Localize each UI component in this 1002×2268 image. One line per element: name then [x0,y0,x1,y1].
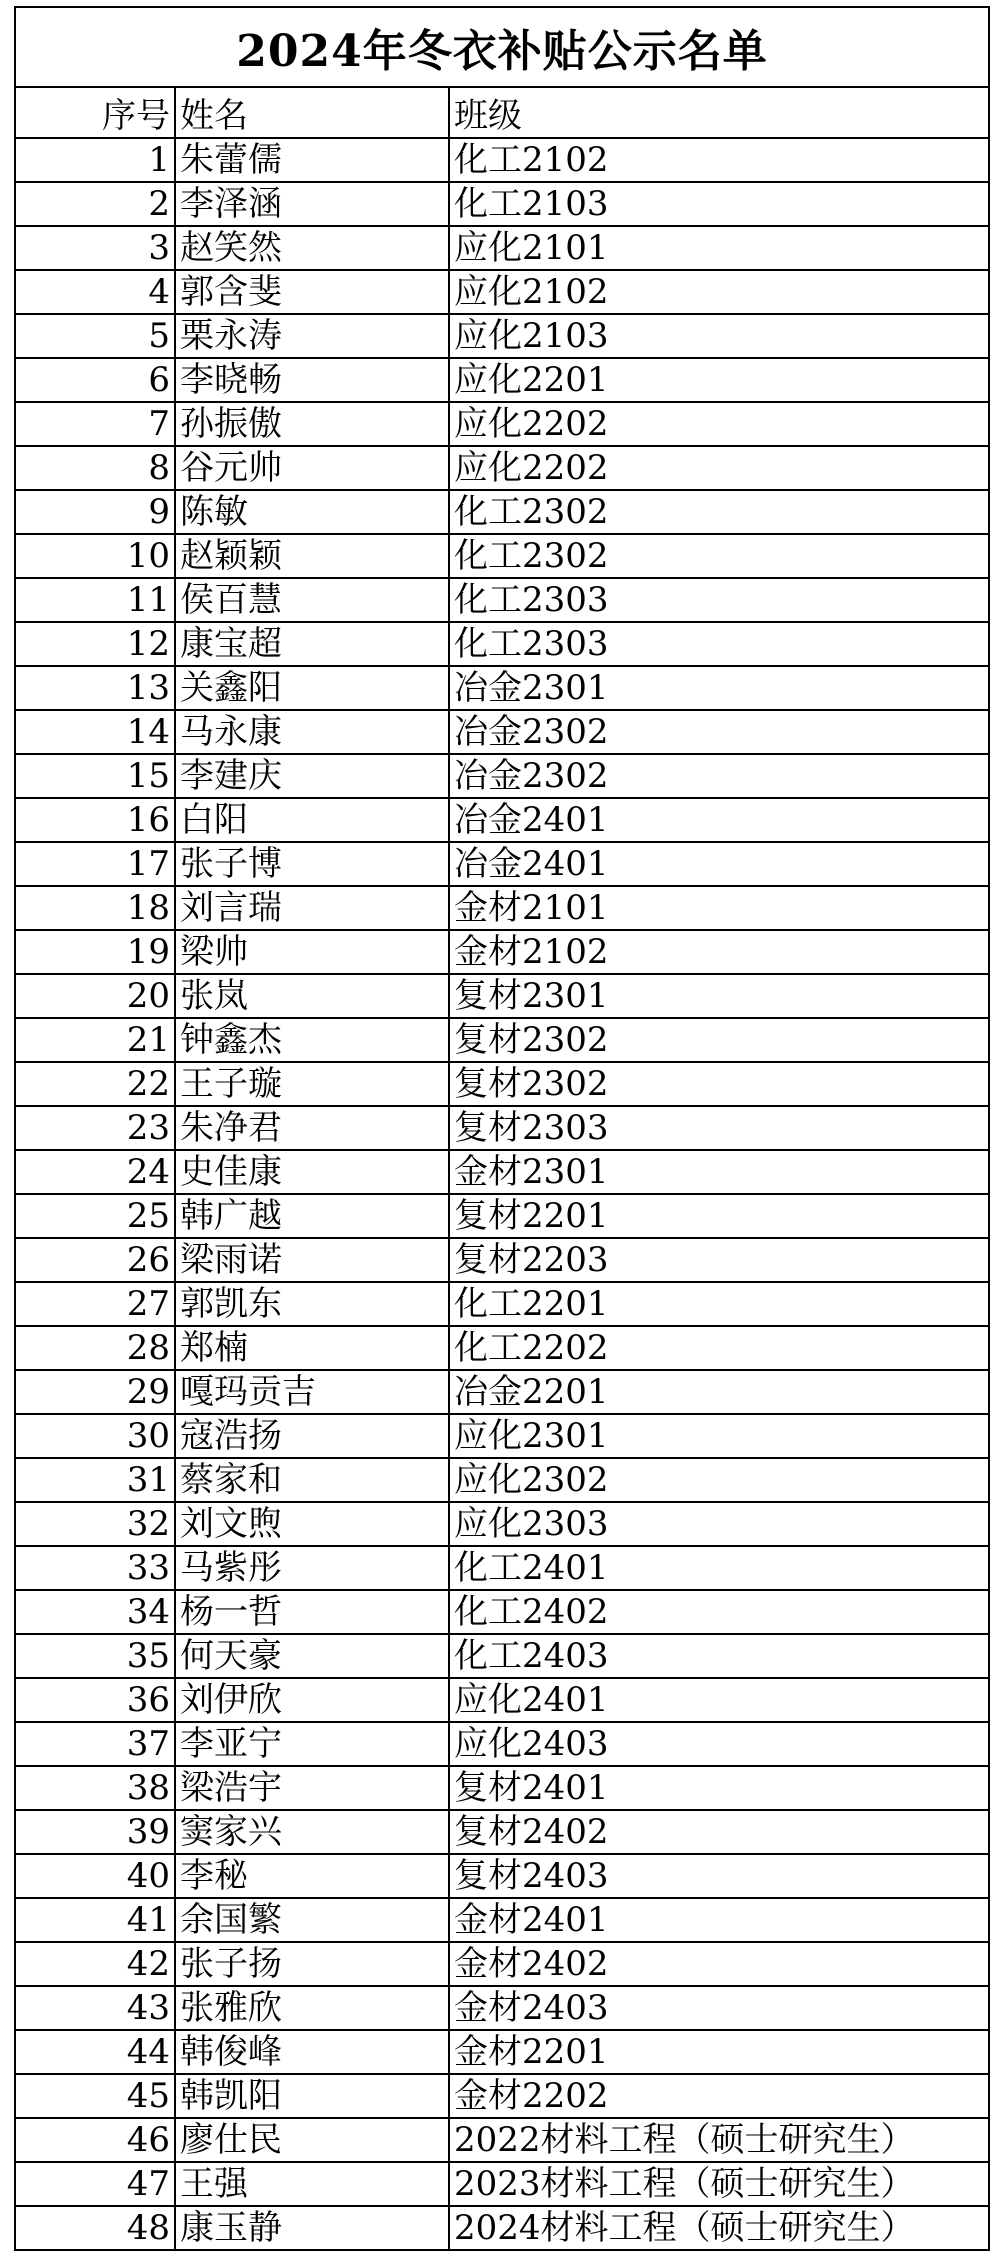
row-number: 36 [15,1678,175,1722]
row-number: 44 [15,2030,175,2074]
row-number: 10 [15,534,175,578]
row-number: 45 [15,2074,175,2118]
student-name: 李建庆 [175,754,449,798]
student-name: 孙振傲 [175,402,449,446]
row-number: 46 [15,2118,175,2162]
table-row [15,1546,989,1590]
row-number: 24 [15,1150,175,1194]
class-name: 冶金2301 [449,666,989,710]
student-name: 马永康 [175,710,449,754]
row-number: 19 [15,930,175,974]
class-name: 金材2102 [449,930,989,974]
table-row [15,578,989,622]
table-row [15,1810,989,1854]
class-name: 复材2401 [449,1766,989,1810]
class-name: 应化2101 [449,226,989,270]
header-class: 班级 [449,87,989,138]
table-row [15,490,989,534]
student-name: 韩广越 [175,1194,449,1238]
row-number: 11 [15,578,175,622]
student-name: 王强 [175,2162,449,2206]
student-name: 梁浩宇 [175,1766,449,1810]
row-number: 9 [15,490,175,534]
table-row [15,138,989,182]
table-row [15,754,989,798]
class-name: 金材2101 [449,886,989,930]
class-name: 化工2201 [449,1282,989,1326]
student-name: 郭凯东 [175,1282,449,1326]
table-row [15,314,989,358]
student-name: 寇浩扬 [175,1414,449,1458]
student-name: 何天豪 [175,1634,449,1678]
row-number: 4 [15,270,175,314]
table-row [15,1502,989,1546]
student-name: 马紫彤 [175,1546,449,1590]
class-name: 金材2403 [449,1986,989,2030]
class-name: 复材2302 [449,1062,989,1106]
table-row [15,534,989,578]
class-name: 金材2202 [449,2074,989,2118]
student-name: 廖仕民 [175,2118,449,2162]
student-name: 钟鑫杰 [175,1018,449,1062]
table-row [15,1326,989,1370]
table-row [15,1194,989,1238]
student-name: 李秘 [175,1854,449,1898]
class-name: 复材2303 [449,1106,989,1150]
class-name: 复材2402 [449,1810,989,1854]
student-name: 谷元帅 [175,446,449,490]
class-name: 化工2402 [449,1590,989,1634]
row-number: 41 [15,1898,175,1942]
row-number: 20 [15,974,175,1018]
row-number: 3 [15,226,175,270]
student-name: 张子博 [175,842,449,886]
row-number: 6 [15,358,175,402]
table-body [15,138,989,2250]
class-name: 化工2303 [449,622,989,666]
row-number: 47 [15,2162,175,2206]
table-row [15,1106,989,1150]
student-name: 关鑫阳 [175,666,449,710]
table-row [15,2206,989,2250]
class-name: 冶金2401 [449,842,989,886]
subsidy-list-sheet [14,6,988,2251]
row-number: 13 [15,666,175,710]
class-name: 金材2402 [449,1942,989,1986]
class-name: 化工2102 [449,138,989,182]
header-row [15,87,989,138]
table-row [15,842,989,886]
table-row [15,1238,989,1282]
table-row [15,930,989,974]
row-number: 22 [15,1062,175,1106]
row-number: 25 [15,1194,175,1238]
class-name: 金材2401 [449,1898,989,1942]
class-name: 冶金2302 [449,710,989,754]
table-row [15,1942,989,1986]
class-name: 应化2201 [449,358,989,402]
table-row [15,1370,989,1414]
class-name: 2022材料工程（硕士研究生） [449,2118,989,2162]
student-name: 刘伊欣 [175,1678,449,1722]
row-number: 30 [15,1414,175,1458]
table-row [15,1018,989,1062]
class-name: 金材2201 [449,2030,989,2074]
class-name: 化工2303 [449,578,989,622]
student-name: 刘言瑞 [175,886,449,930]
class-name: 2024材料工程（硕士研究生） [449,2206,989,2250]
class-name: 应化2202 [449,446,989,490]
student-name: 李晓畅 [175,358,449,402]
student-name: 栗永涛 [175,314,449,358]
student-name: 李亚宁 [175,1722,449,1766]
student-name: 梁帅 [175,930,449,974]
table-row [15,710,989,754]
student-name: 梁雨诺 [175,1238,449,1282]
row-number: 5 [15,314,175,358]
row-number: 43 [15,1986,175,2030]
title-row [15,7,989,87]
table-row [15,1590,989,1634]
class-name: 复材2301 [449,974,989,1018]
class-name: 复材2203 [449,1238,989,1282]
student-name: 余国繁 [175,1898,449,1942]
class-name: 复材2302 [449,1018,989,1062]
student-name: 郑楠 [175,1326,449,1370]
class-name: 化工2103 [449,182,989,226]
row-number: 12 [15,622,175,666]
student-name: 赵颖颖 [175,534,449,578]
class-name: 应化2302 [449,1458,989,1502]
class-name: 化工2302 [449,490,989,534]
student-name: 韩俊峰 [175,2030,449,2074]
class-name: 化工2202 [449,1326,989,1370]
table-row [15,1854,989,1898]
row-number: 37 [15,1722,175,1766]
table-row [15,886,989,930]
student-name: 蔡家和 [175,1458,449,1502]
row-number: 38 [15,1766,175,1810]
table-row [15,226,989,270]
table-row [15,974,989,1018]
class-name: 化工2403 [449,1634,989,1678]
table-row [15,1282,989,1326]
class-name: 复材2201 [449,1194,989,1238]
row-number: 39 [15,1810,175,1854]
row-number: 26 [15,1238,175,1282]
row-number: 28 [15,1326,175,1370]
student-name: 杨一哲 [175,1590,449,1634]
header-name: 姓名 [175,87,449,138]
row-number: 21 [15,1018,175,1062]
table-row [15,1898,989,1942]
page-title: 2024年冬衣补贴公示名单 [15,7,989,87]
table-row [15,2030,989,2074]
table-row [15,1722,989,1766]
student-name: 窦家兴 [175,1810,449,1854]
row-number: 14 [15,710,175,754]
class-name: 化工2401 [449,1546,989,1590]
class-name: 2023材料工程（硕士研究生） [449,2162,989,2206]
row-number: 32 [15,1502,175,1546]
row-number: 2 [15,182,175,226]
student-name: 赵笑然 [175,226,449,270]
class-name: 金材2301 [449,1150,989,1194]
table-row [15,622,989,666]
class-name: 应化2202 [449,402,989,446]
class-name: 应化2403 [449,1722,989,1766]
row-number: 27 [15,1282,175,1326]
student-name: 张雅欣 [175,1986,449,2030]
table-row [15,182,989,226]
table-row [15,1458,989,1502]
table-row [15,1414,989,1458]
student-name: 朱蕾儒 [175,138,449,182]
student-name: 朱净君 [175,1106,449,1150]
student-name: 王子璇 [175,1062,449,1106]
table-row [15,1678,989,1722]
table-row [15,1150,989,1194]
class-name: 应化2102 [449,270,989,314]
row-number: 1 [15,138,175,182]
student-name: 郭含斐 [175,270,449,314]
class-name: 冶金2401 [449,798,989,842]
row-number: 31 [15,1458,175,1502]
row-number: 17 [15,842,175,886]
class-name: 应化2303 [449,1502,989,1546]
table-row [15,2162,989,2206]
row-number: 42 [15,1942,175,1986]
student-name: 刘文煦 [175,1502,449,1546]
student-name: 陈敏 [175,490,449,534]
student-name: 嘎玛贡吉 [175,1370,449,1414]
row-number: 34 [15,1590,175,1634]
student-name: 张子扬 [175,1942,449,1986]
header-no: 序号 [15,87,175,138]
row-number: 35 [15,1634,175,1678]
table-row [15,1062,989,1106]
class-name: 复材2403 [449,1854,989,1898]
table-row [15,2118,989,2162]
student-name: 韩凯阳 [175,2074,449,2118]
row-number: 23 [15,1106,175,1150]
student-name: 康宝超 [175,622,449,666]
row-number: 16 [15,798,175,842]
row-number: 7 [15,402,175,446]
student-name: 侯百慧 [175,578,449,622]
table-row [15,666,989,710]
table-row [15,1766,989,1810]
row-number: 40 [15,1854,175,1898]
table-row [15,2074,989,2118]
table-row [15,446,989,490]
class-name: 应化2301 [449,1414,989,1458]
table-row [15,270,989,314]
class-name: 化工2302 [449,534,989,578]
class-name: 冶金2302 [449,754,989,798]
table-row [15,1634,989,1678]
table-row [15,798,989,842]
row-number: 8 [15,446,175,490]
row-number: 33 [15,1546,175,1590]
row-number: 18 [15,886,175,930]
class-name: 应化2103 [449,314,989,358]
class-name: 应化2401 [449,1678,989,1722]
table-row [15,358,989,402]
table-row [15,1986,989,2030]
student-name: 白阳 [175,798,449,842]
table-row [15,402,989,446]
class-name: 冶金2201 [449,1370,989,1414]
student-name: 张岚 [175,974,449,1018]
student-name: 康玉静 [175,2206,449,2250]
subsidy-table [14,6,990,2251]
student-name: 史佳康 [175,1150,449,1194]
row-number: 29 [15,1370,175,1414]
student-name: 李泽涵 [175,182,449,226]
row-number: 48 [15,2206,175,2250]
row-number: 15 [15,754,175,798]
